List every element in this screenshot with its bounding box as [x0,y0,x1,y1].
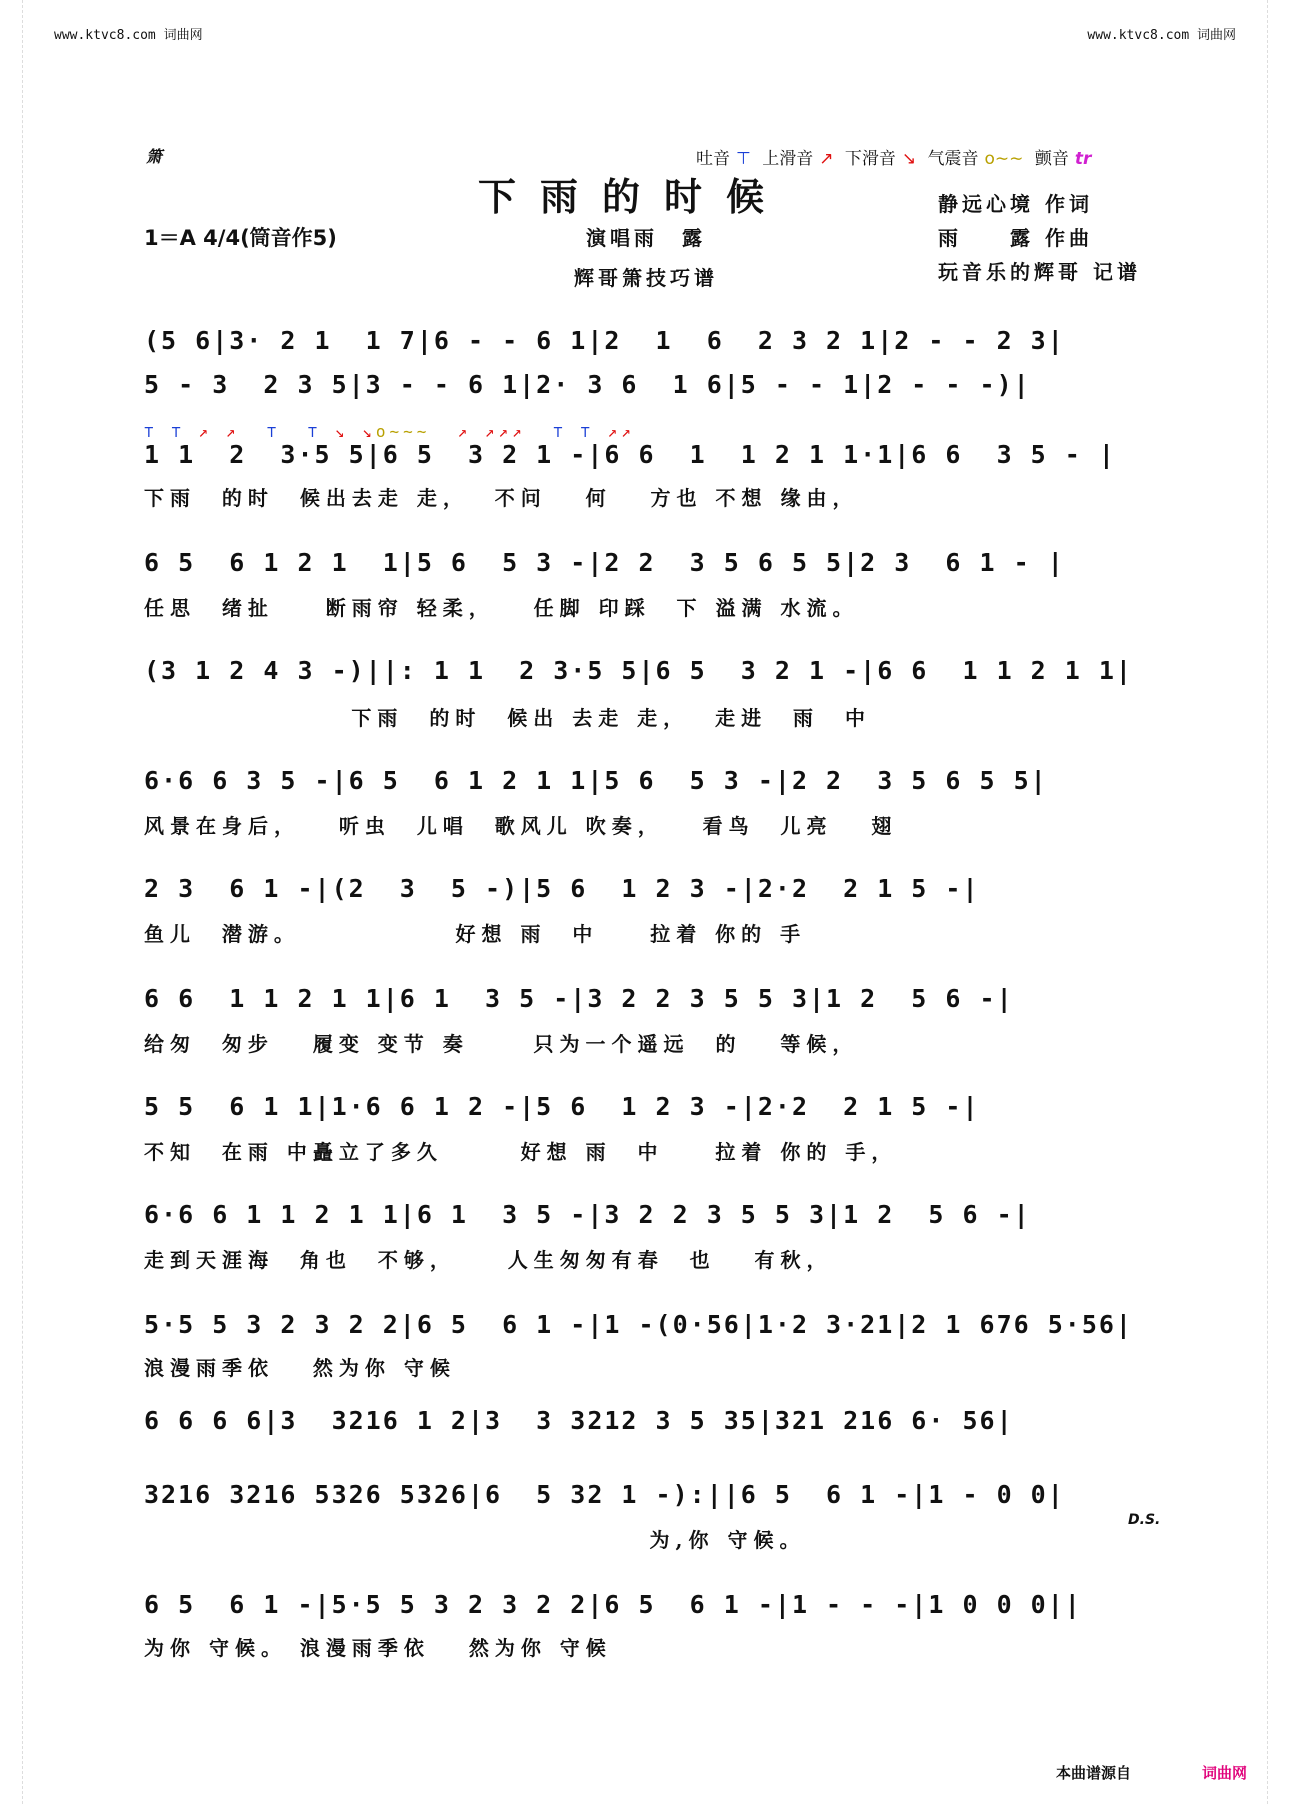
slide-down-icon: ↘ [901,149,917,169]
lyric-row-3: 下雨 的时 候出去走 走， 不问 何 方也 不想 缘由， [144,486,859,510]
score-row-9: 5 5 6 1 1|1·6 6 1 2 -|5 6 1 2 3 -|2·2 2 1 5 -| [144,1092,980,1121]
lyric-row-9: 不知 在雨 中矗立了多久 好想 雨 中 拉着 你的 手， [144,1140,898,1164]
score-row-11: 5·5 5 3 2 3 2 2|6 5 6 1 -|1 -(0·56|1·2 3·21|2 1 676 5·56| [144,1310,1133,1339]
legend-up: 上滑音 [762,149,814,169]
lyric-row-13: 为,你 守候。 [144,1528,806,1552]
score-row-1: (5 6|3· 2 1 1 7|6 - - 6 1|2 1 6 2 3 2 1|2 - - 2 3| [144,326,1065,355]
legend-breath: 气震音 [927,149,979,169]
lyric-row-6: 风景在身后， 听虫 儿唱 歌风儿 吹奏， 看鸟 儿亮 翅 [144,814,898,838]
score-row-5: (3 1 2 4 3 -)||: 1 1 2 3·5 5|6 5 3 2 1 -|6 6 1 1 2 1 1| [144,656,1133,685]
lyricist: 静远心境 作词 [938,192,1093,216]
page-title: 下雨的时候 [478,174,789,219]
composer: 雨 露 作曲 [938,226,1093,250]
lyric-row-8: 给匆 匆步 履变 变节 奏 只为一个遥远 的 等候， [144,1032,859,1056]
key-signature: 1＝A 4/4(筒音作5) [144,226,337,250]
score-row-13: 3216 3216 5326 5326|6 5 32 1 -):||6 5 6 1 -|1 - 0 0| [144,1480,1065,1509]
lyric-row-10: 走到天涯海 角也 不够， 人生匆匆有春 也 有秋， [144,1248,833,1272]
lyric-row-4: 任思 绪扯 断雨帘 轻柔， 任脚 印踩 下 溢满 水流。 [144,596,859,620]
legend-down: 下滑音 [844,149,896,169]
singer: 演唱雨 露 [586,226,706,250]
notation-credit: 玩音乐的辉哥 记谱 [938,260,1141,284]
instrument-label: 箫 [146,147,163,166]
footer-source: 本曲谱源自 [1056,1764,1132,1782]
left-watermark-strip [0,0,23,1804]
legend-tu: 吐音 [696,149,730,169]
lyric-row-11: 浪漫雨季依 然为你 守候 [144,1356,456,1380]
score-row-2: 5 - 3 2 3 5|3 - - 6 1|2· 3 6 1 6|5 - - 1|2 - - -)| [144,370,1031,399]
breath-vibrato-icon: o∼∼ [984,149,1024,169]
lyric-row-7: 鱼儿 潜游。 好想 雨 中 拉着 你的 手 [144,922,807,946]
score-row-4: 6 5 6 1 2 1 1|5 6 5 3 -|2 2 3 5 6 5 5|2 3 6 1 - | [144,548,1065,577]
subtitle: 辉哥箫技巧谱 [574,266,718,290]
score-row-3: 1 1 2 3·5 5|6 5 3 2 1 -|6 6 1 1 2 1 1·1|6 6 3 5 - | [144,440,1116,469]
lyric-row-5: 下雨 的时 候出 去走 走， 走进 雨 中 [144,706,871,730]
ds-marker: D.S. [1128,1512,1161,1528]
slide-up-icon: ↗ [819,149,834,169]
right-watermark-strip [1267,0,1290,1804]
score-row-6: 6·6 6 3 5 -|6 5 6 1 2 1 1|5 6 5 3 -|2 2 3 5 6 5 5| [144,766,1048,795]
score-row-14: 6 5 6 1 -|5·5 5 3 2 3 2 2|6 5 6 1 -|1 - - -|1 0 0 0|| [144,1590,1082,1619]
technique-marks: ⊤ ⊤ ↗ ↗ ⊤ ⊤ ↘ ↘o∼∼∼ ↗ ↗↗↗ ⊤ ⊤ ↗↗ [144,422,635,441]
tu-icon: ⊤ [736,149,751,169]
score-row-12: 6 6 6 6|3 3216 1 2|3 3 3212 3 5 35|321 216 6· 56| [144,1406,1014,1435]
legend-trill: 颤音 [1034,149,1069,169]
footer-site: 词曲网 [1202,1764,1248,1782]
header-site-left: www.ktvc8.com 词曲网 [54,28,203,43]
lyric-row-14: 为你 守候。 浪漫雨季依 然为你 守候 [144,1636,612,1660]
score-row-8: 6 6 1 1 2 1 1|6 1 3 5 -|3 2 2 3 5 5 3|1 2 5 6 -| [144,984,1014,1013]
score-row-10: 6·6 6 1 1 2 1 1|6 1 3 5 -|3 2 2 3 5 5 3|1 2 5 6 -| [144,1200,1031,1229]
header-site-right: www.ktvc8.com 词曲网 [1087,28,1236,43]
score-row-7: 2 3 6 1 -|(2 3 5 -)|5 6 1 2 3 -|2·2 2 1 5 -| [144,874,980,903]
trill-icon: tr [1074,149,1092,169]
